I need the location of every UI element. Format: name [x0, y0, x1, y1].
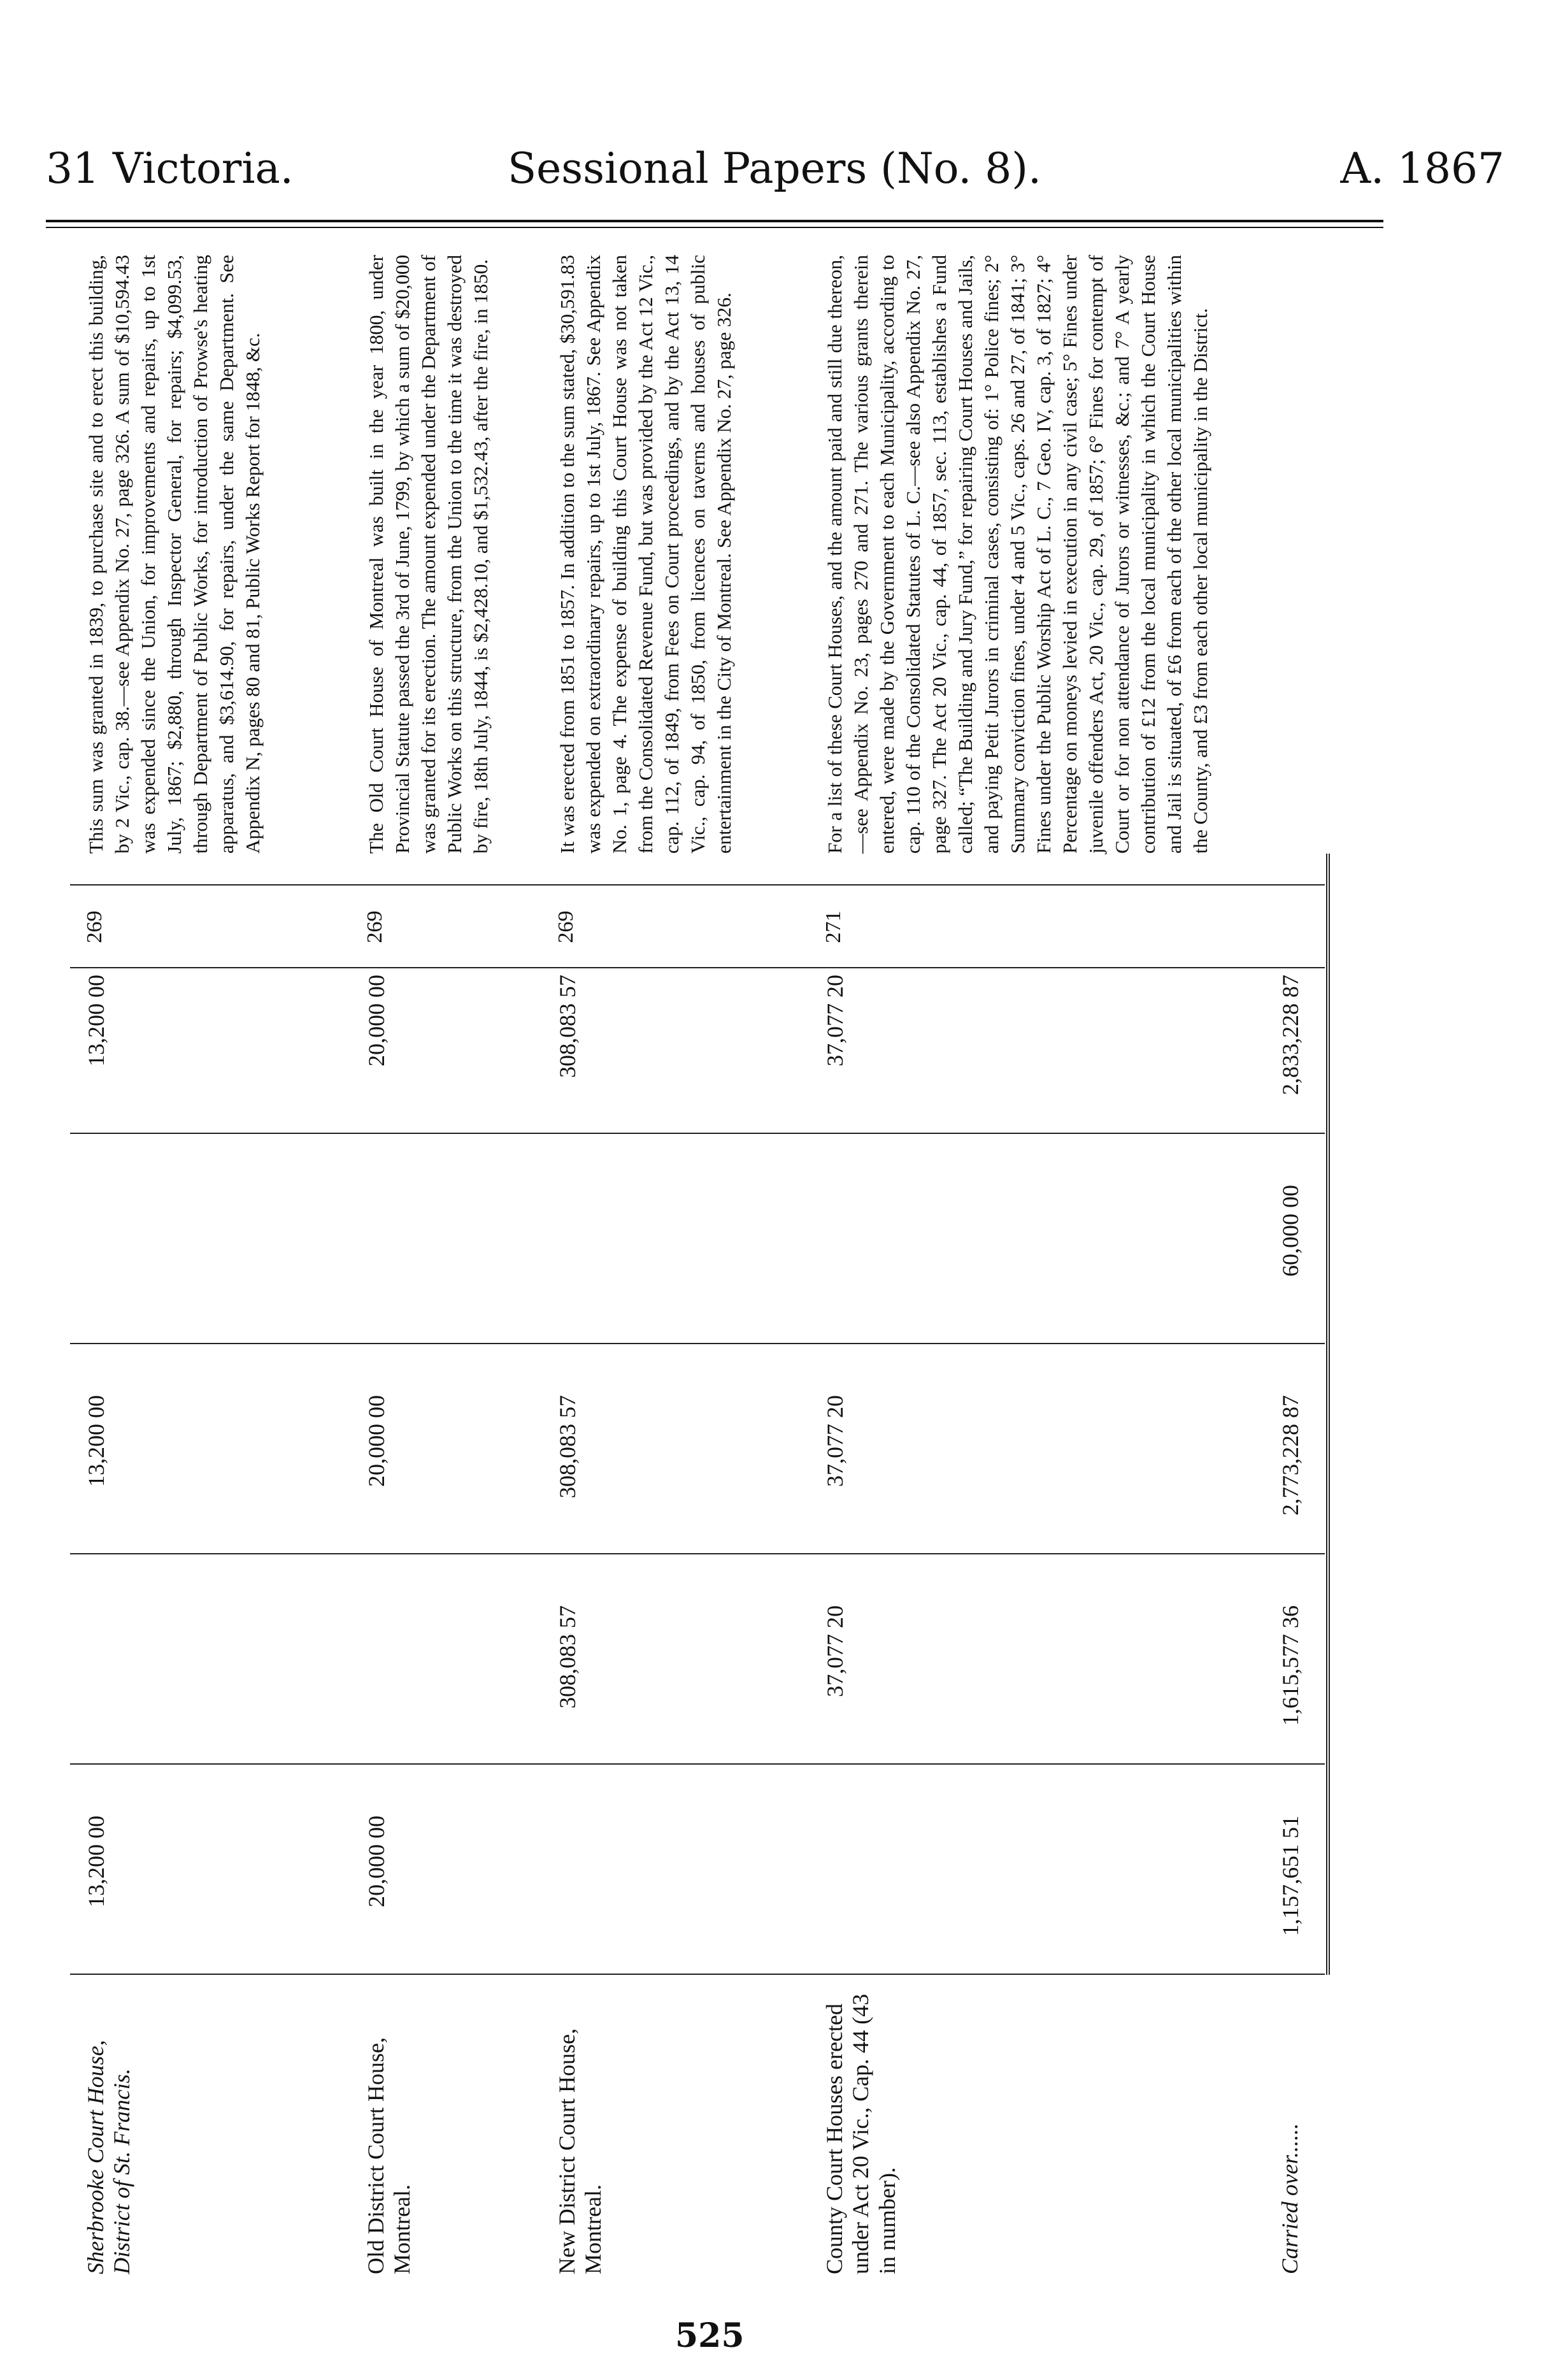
header-rule-thin [46, 227, 1383, 228]
column-divider [70, 884, 1325, 885]
remarks: This sum was granted in 1839, to purchase site and to erect this building, by 2 Vic., cap. 38.—see Appendix No. 27, page 326. A sum of $10,594.43 was expended since the Union, for improvements and repairs, up to 1st July, 1867; $2,880, through Inspector General, for repairs; $4,099.53, through Department of Public Works, for introduction of Prowse's heating apparatus, and $3,614.90, for repairs, under the same Department. See Appendix N, pages 80 and 81, Public Works Report for 1848, &c. [85, 255, 264, 854]
cell-col3: 20,000 00 [364, 1395, 389, 1487]
cell-col1: 20,000 00 [364, 1816, 389, 1907]
header-volume: 31 Victoria. [46, 144, 294, 193]
total-col3: 2,773,228 87 [1278, 1395, 1303, 1516]
cell-col1: 13,200 00 [83, 1816, 109, 1907]
remarks: The Old Court House of Montreal was built in the year 1800, under Provincial Statute passed the 3rd of June, 1799, by which a sum of $20,000 was granted for its erection. The amount expended under the Department of Public Works on this structure, from the Union to the time it was destroyed by fire, 18th July, 1844, is $2,428.10, and $1,532.43, after the fire, in 1850. [365, 255, 492, 854]
cell-col2: 37,077 20 [822, 1605, 848, 1697]
header-title: Sessional Papers (No. 8). [507, 144, 1042, 193]
cell-col5: 20,000 00 [364, 975, 389, 1066]
cell-col3: 13,200 00 [83, 1395, 109, 1487]
column-divider [70, 1343, 1325, 1344]
total-rule [1326, 854, 1327, 1975]
column-divider [70, 1133, 1325, 1134]
column-divider [70, 1553, 1325, 1554]
cell-col5: 37,077 20 [822, 975, 848, 1066]
rotated-table [70, 236, 1344, 2274]
cell-col2: 308,083 57 [555, 1605, 580, 1709]
row-name: County Court Houses erected under Act 20 Vic., Cap. 44 (43 in number). [822, 1993, 900, 2274]
carried-over-label: Carried over...... [1277, 2123, 1303, 2274]
column-divider [70, 1974, 1325, 1975]
page-ref: 271 [822, 910, 845, 943]
column-divider [70, 1763, 1325, 1765]
total-col5: 2,833,228 87 [1278, 975, 1303, 1095]
row-name: Old District Court House, Montreal. [363, 2037, 415, 2274]
page-ref: 269 [363, 910, 387, 943]
page-number: 525 [675, 2316, 745, 2355]
running-header [0, 134, 1549, 204]
header-rule [46, 220, 1383, 222]
total-col4: 60,000 00 [1278, 1185, 1303, 1277]
column-divider [70, 967, 1325, 968]
remarks: For a list of these Court Houses, and the amount paid and still due thereon,—see Appendix No. 23, pages 270 and 271. The various grants therein entered, were made by the Government to each Municipality, according to cap. 110 of the Consolidated Statutes of L. C.—see also Appendix No. 27, page 327. The Act 20 Vic., cap. 44, of 1857, sec. 113, establishes a Fund called; “The Building and Jury Fund,” for repairing Court Houses and Jails, and paying Petit Jurors in criminal cases, consisting of: 1° Police fines; 2° Summary conviction fines, under 4 and 5 Vic., caps. 26 and 27, of 1841; 3° Fines under the Public Worship Act of L. C., 7 Geo. IV, cap. 3, of 1827; 4° Percentage on moneys levied in execution in any civil case; 5° Fines under juvenile offenders Act, 20 Vic., cap. 29, of 1857; 6° Fines for contempt of Court or for non attendance of Jurors or witnesses, &c.; and 7° A yearly contribution of £12 from the local municipality in which the Court House and Jail is situated, of £6 from each of the other local municipalities within the County, and £3 from each other local municipality in the District. [824, 255, 1211, 854]
total-rule-double [1329, 854, 1330, 1975]
header-year: A. 1867 [1340, 144, 1504, 193]
row-name: Sherbrooke Court House, District of St. Francis. [83, 2040, 135, 2274]
page-ref: 269 [83, 910, 106, 943]
page-ref: 269 [554, 910, 578, 943]
total-col1: 1,157,651 51 [1278, 1816, 1303, 1936]
row-name: New District Court House, Montreal. [554, 2028, 606, 2274]
cell-col5: 308,083 57 [555, 975, 580, 1078]
remarks: It was erected from 1851 to 1857. In addition to the sum stated, $30,591.83 was expended on extraordinary repairs, up to 1st July, 1867. See Appendix No. 1, page 4. The expense of building this Court House was not taken from the Consolidated Revenue Fund, but was provided by the Act 12 Vic., cap. 112, of 1849, from Fees on Court proceedings, and by the Act 13, 14 Vic., cap. 94, of 1850, from licences on taverns and houses of public entertainment in the City of Montreal. See Appendix No. 27, page 326. [556, 255, 735, 854]
total-col2: 1,615,577 36 [1278, 1605, 1303, 1726]
cell-col3: 308,083 57 [555, 1395, 580, 1498]
cell-col3: 37,077 20 [822, 1395, 848, 1487]
cell-col5: 13,200 00 [83, 975, 109, 1066]
